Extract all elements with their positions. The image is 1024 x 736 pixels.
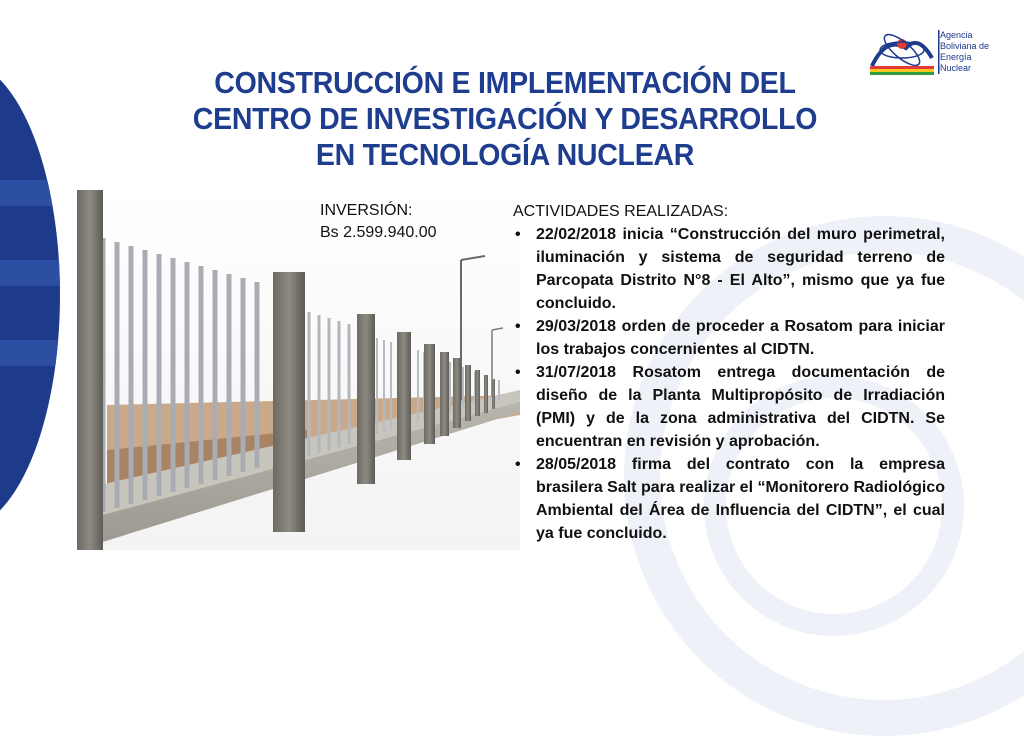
activity-item-text-after: para realizar el “Monitorero Radiológico Ambiental del Área de Influencia del CIDTN”, el cual ya fue concluido. bbox=[536, 479, 946, 542]
title-line-3: EN TECNOLOGÍA NUCLEAR bbox=[315, 137, 695, 172]
company-name: Salt bbox=[607, 479, 637, 496]
activities-heading: ACTIVIDADES REALIZADAS: bbox=[513, 203, 729, 220]
left-decorative-arc bbox=[0, 60, 60, 530]
investment-label: INVERSIÓN: bbox=[320, 202, 413, 219]
investment-block bbox=[320, 200, 437, 244]
activities-section bbox=[513, 200, 945, 545]
page-title bbox=[142, 65, 869, 173]
logo-line-2: Boliviana de bbox=[940, 41, 990, 51]
logo-line-3: Energía bbox=[940, 52, 972, 62]
activity-item bbox=[513, 453, 945, 545]
logo-line-1: Agencia bbox=[940, 30, 973, 40]
perimeter-fence-photo bbox=[77, 190, 520, 550]
logo-wordmark bbox=[940, 30, 989, 74]
activity-item-text-before: 28/05/2018 firma del contrato con la empresa brasilera bbox=[536, 456, 945, 496]
activity-item: • 31/07/2018 Rosatom entrega documentación de diseño de la Planta Multipropósito de Irradiación (PMI) y de la zona administrativa del CIDTN. Se encuentran en revisión y aprobación. bbox=[513, 361, 945, 453]
activity-item: • 22/02/2018 inicia “Construcción del muro perimetral, iluminación y sistema de seguridad terreno de Parcopata Distrito N°8 - El Alto”, mismo que ya fue concluido. bbox=[513, 223, 945, 315]
activity-item: • 29/03/2018 orden de proceder a Rosatom para iniciar los trabajos concernientes al CIDTN. bbox=[513, 315, 945, 361]
title-line-1: CONSTRUCCIÓN E IMPLEMENTACIÓN DEL bbox=[214, 65, 796, 100]
activities-list bbox=[513, 223, 945, 545]
title-line-2: CENTRO DE INVESTIGACIÓN Y DESARROLLO bbox=[192, 101, 818, 136]
investment-amount: Bs 2.599.940.00 bbox=[320, 224, 437, 241]
logo-line-4: Nuclear bbox=[940, 63, 972, 73]
